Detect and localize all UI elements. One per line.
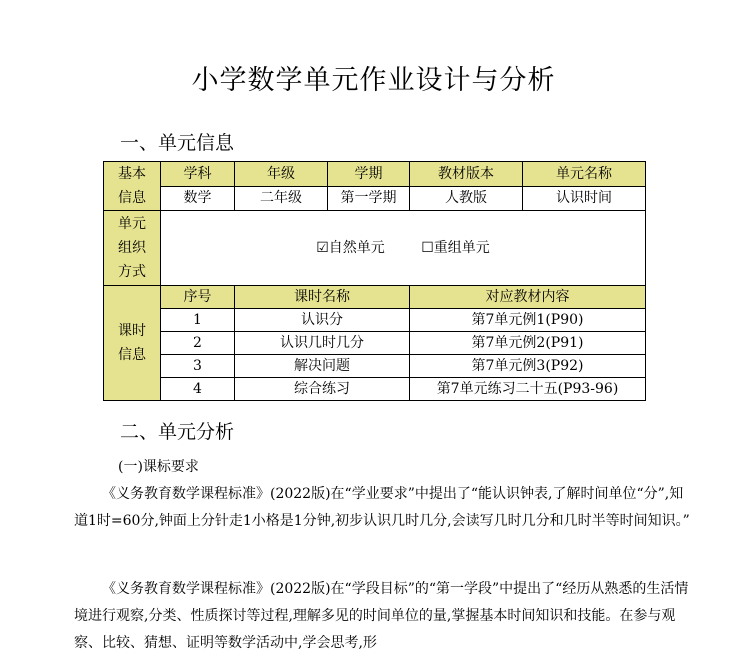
table-row xyxy=(104,378,646,401)
org-options xyxy=(161,211,646,286)
natural-unit-checkbox[interactable]: ☑自然单元 xyxy=(316,240,385,256)
header-lesson-no: 序号 xyxy=(161,286,235,309)
lesson-info-label: 课时 信息 xyxy=(104,286,161,401)
table-row xyxy=(104,309,646,332)
document-title: 小学数学单元作业设计与分析 xyxy=(191,65,556,96)
regroup-unit-checkbox[interactable]: ☐重组单元 xyxy=(421,240,490,256)
lesson-no: 4 xyxy=(161,378,235,401)
basic-info-label: 基本 信息 xyxy=(104,162,161,211)
value-grade: 二年级 xyxy=(235,186,328,211)
value-unit-name: 认识时间 xyxy=(523,186,646,211)
header-textbook: 教材版本 xyxy=(410,162,523,187)
lesson-name: 认识几时几分 xyxy=(235,332,410,355)
header-lesson-content: 对应教材内容 xyxy=(410,286,646,309)
header-semester: 学期 xyxy=(328,162,410,187)
lesson-name: 认识分 xyxy=(235,309,410,332)
lesson-content: 第7单元例3(P92) xyxy=(410,355,646,378)
lesson-no: 2 xyxy=(161,332,235,355)
subsection-heading-curriculum: (一)课标要求 xyxy=(118,459,199,475)
value-textbook: 人教版 xyxy=(410,186,523,211)
header-unit-name: 单元名称 xyxy=(523,162,646,187)
header-grade: 年级 xyxy=(235,162,328,187)
lesson-name: 综合练习 xyxy=(235,378,410,401)
value-subject: 数学 xyxy=(161,186,235,211)
lesson-content: 第7单元例1(P90) xyxy=(410,309,646,332)
unit-info-table xyxy=(103,161,646,401)
lesson-no: 3 xyxy=(161,355,235,378)
table-row xyxy=(104,332,646,355)
paragraph-stage-goal: 《义务教育数学课程标准》(2022版)在“学段目标”的“第一学段”中提出了“经历从熟悉的生活情境进行观察,分类、性质探讨等过程,理解多见的时间单位的量,掌握基本时间知识和技能。在参与观察、比较、猜想、证明等数学活动中,学会思考,形 xyxy=(74,581,689,651)
lesson-no: 1 xyxy=(161,309,235,332)
paragraph-curriculum-requirement: 《义务教育数学课程标准》(2022版)在“学业要求”中提出了“能认识钟表,了解时间单位“分”,知道1时=60分,钟面上分针走1小格是1分钟,初步认识几时几分,会读写几时几分和几时半等时间知识。” xyxy=(74,486,690,529)
header-lesson-name: 课时名称 xyxy=(235,286,410,309)
lesson-name: 解决问题 xyxy=(235,355,410,378)
lesson-content: 第7单元练习二十五(P93-96) xyxy=(410,378,646,401)
section-heading-unit-analysis: 二、单元分析 xyxy=(120,421,235,443)
value-semester: 第一学期 xyxy=(328,186,410,211)
lesson-content: 第7单元例2(P91) xyxy=(410,332,646,355)
section-heading-unit-info: 一、单元信息 xyxy=(120,132,235,154)
table-row xyxy=(104,355,646,378)
header-subject: 学科 xyxy=(161,162,235,187)
org-label: 单元 组织 方式 xyxy=(104,211,161,286)
